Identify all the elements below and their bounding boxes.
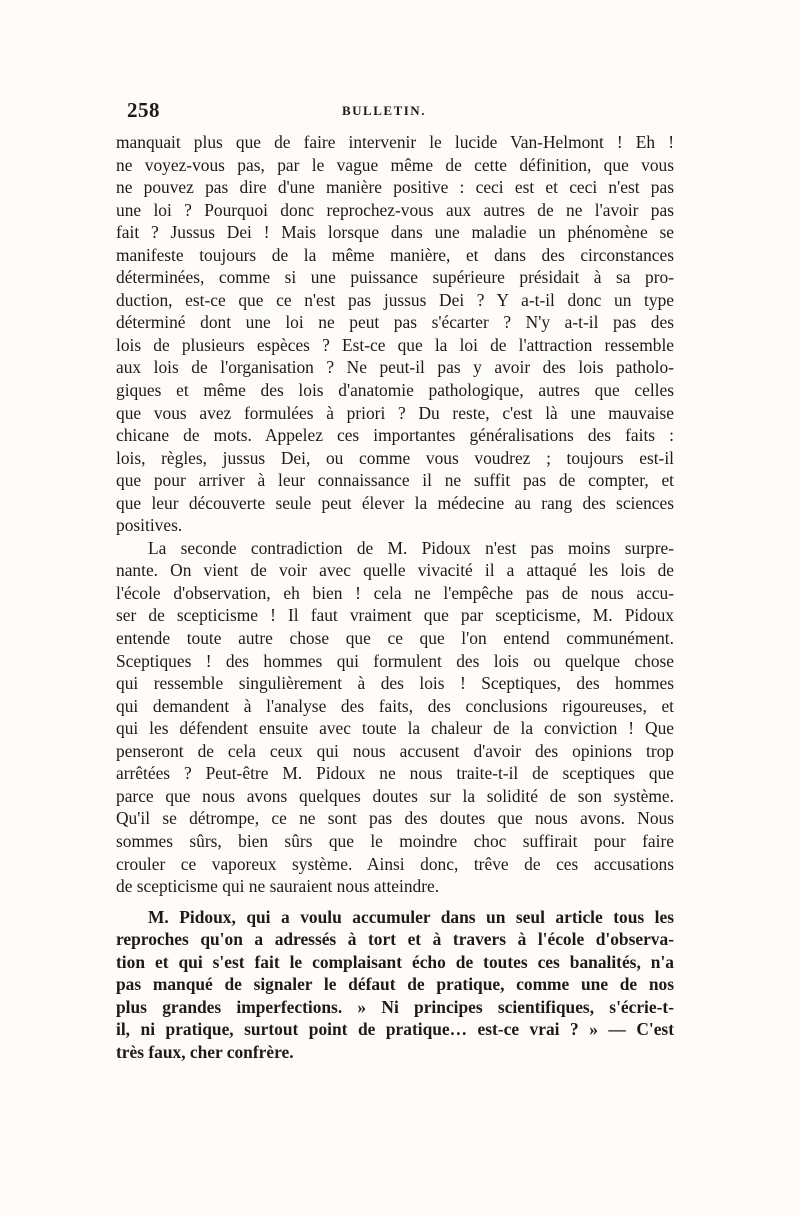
text-line: chicane de mots. Appelez ces importantes généralisations des faits :: [116, 425, 674, 446]
page-number: 258: [127, 98, 160, 122]
text-line: Sceptiques ! des hommes qui formulent des lois ou quelque chose: [116, 650, 674, 671]
text-line: positives.: [116, 515, 183, 536]
paragraph-2: [116, 537, 674, 898]
text-line: fait ? Jussus Dei ! Mais lorsque dans une maladie un phénomène se: [116, 222, 674, 243]
paragraph-1: [116, 131, 674, 537]
text-line: déterminées, comme si une puissance supérieure présidait à sa pro-: [116, 267, 674, 288]
text-line: manifeste toujours de la même manière, et dans des circonstances: [116, 244, 674, 265]
text-line: crouler ce vaporeux système. Ainsi donc, trêve de ces accusations: [116, 853, 674, 874]
text-line: une loi ? Pourquoi donc reprochez-vous aux autres de ne l'avoir pas: [116, 199, 674, 220]
text-line: parce que nous avons quelques doutes sur la solidité de son système.: [116, 785, 674, 806]
text-line: plus grandes imperfections. » Ni principes scientifiques, s'écrie-t-: [116, 996, 674, 1017]
text-line: duction, est-ce que ce n'est pas jussus Dei ? Y a-t-il donc un type: [116, 289, 674, 310]
text-line: pas manqué de signaler le défaut de pratique, comme une de nos: [116, 974, 674, 995]
running-title: BULLETIN.: [342, 103, 426, 118]
text-line: Qu'il se détrompe, ce ne sont pas des doutes que nous avons. Nous: [116, 808, 674, 829]
text-line: manquait plus que de faire intervenir le lucide Van-Helmont ! Eh !: [116, 132, 674, 152]
text-line: de scepticisme qui ne sauraient nous atteindre.: [116, 876, 440, 897]
body-text: [116, 131, 674, 1063]
text-line: aux lois de l'organisation ? Ne peut-il pas y avoir des lois patholo-: [116, 357, 674, 378]
text-line: il, ni pratique, surtout point de pratique… est-ce vrai ? » — C'est: [116, 1019, 674, 1040]
text-line: sommes sûrs, bien sûrs que le moindre choc suffirait pour faire: [116, 830, 674, 851]
text-line: que vous avez formulées à priori ? Du reste, c'est là une mauvaise: [116, 402, 674, 423]
text-line: lois, règles, jussus Dei, ou comme vous voudrez ; toujours est-il: [116, 447, 674, 468]
text-line: ser de scepticisme ! Il faut vraiment que par scepticisme, M. Pidoux: [116, 605, 674, 626]
text-line: lois de plusieurs espèces ? Est-ce que la loi de l'attraction ressemble: [116, 334, 674, 355]
text-line: qui ressemble singulièrement à des lois ! Sceptiques, des hommes: [116, 673, 674, 694]
text-line: qui les défendent ensuite avec toute la chaleur de la conviction ! Que: [116, 718, 674, 739]
text-line: que pour arriver à leur connaissance il ne suffit pas de compter, et: [116, 470, 674, 491]
text-line: tion et qui s'est fait le complaisant écho de toutes ces banalités, n'a: [116, 951, 674, 972]
text-line: entende toute autre chose que ce que l'on entend communément.: [116, 628, 674, 649]
text-line: giques et même des lois d'anatomie pathologique, autres que celles: [116, 380, 674, 401]
text-line: l'école d'observation, eh bien ! cela ne l'empêche pas de nous accu-: [116, 582, 674, 603]
text-line: penseront de cela ceux qui nous accusent d'avoir des opinions trop: [116, 740, 674, 761]
text-line: La seconde contradiction de M. Pidoux n'est pas moins surpre-: [148, 537, 674, 558]
paragraph-3: [116, 906, 674, 1064]
text-line: qui demandent à l'analyse des faits, des conclusions rigoureuses, et: [116, 695, 674, 716]
page-header: [127, 98, 672, 124]
text-line: reproches qu'on a adressés à tort et à travers à l'école d'observa-: [116, 929, 674, 950]
text-line: ne pouvez pas dire d'une manière positive : ceci est et ceci n'est pas: [116, 177, 674, 198]
text-line: déterminé dont une loi ne peut pas s'écarter ? N'y a-t-il pas des: [116, 312, 674, 333]
text-line: arrêtées ? Peut-être M. Pidoux ne nous traite-t-il de sceptiques que: [116, 763, 674, 784]
text-line: nante. On vient de voir avec quelle vivacité il a attaqué les lois de: [116, 560, 674, 581]
text-line: très faux, cher confrère.: [116, 1041, 294, 1062]
text-line: ne voyez-vous pas, par le vague même de cette définition, que vous: [116, 154, 674, 175]
text-line: M. Pidoux, qui a voulu accumuler dans un seul article tous les: [148, 906, 674, 927]
text-line: que leur découverte seule peut élever la médecine au rang des sciences: [116, 492, 674, 513]
